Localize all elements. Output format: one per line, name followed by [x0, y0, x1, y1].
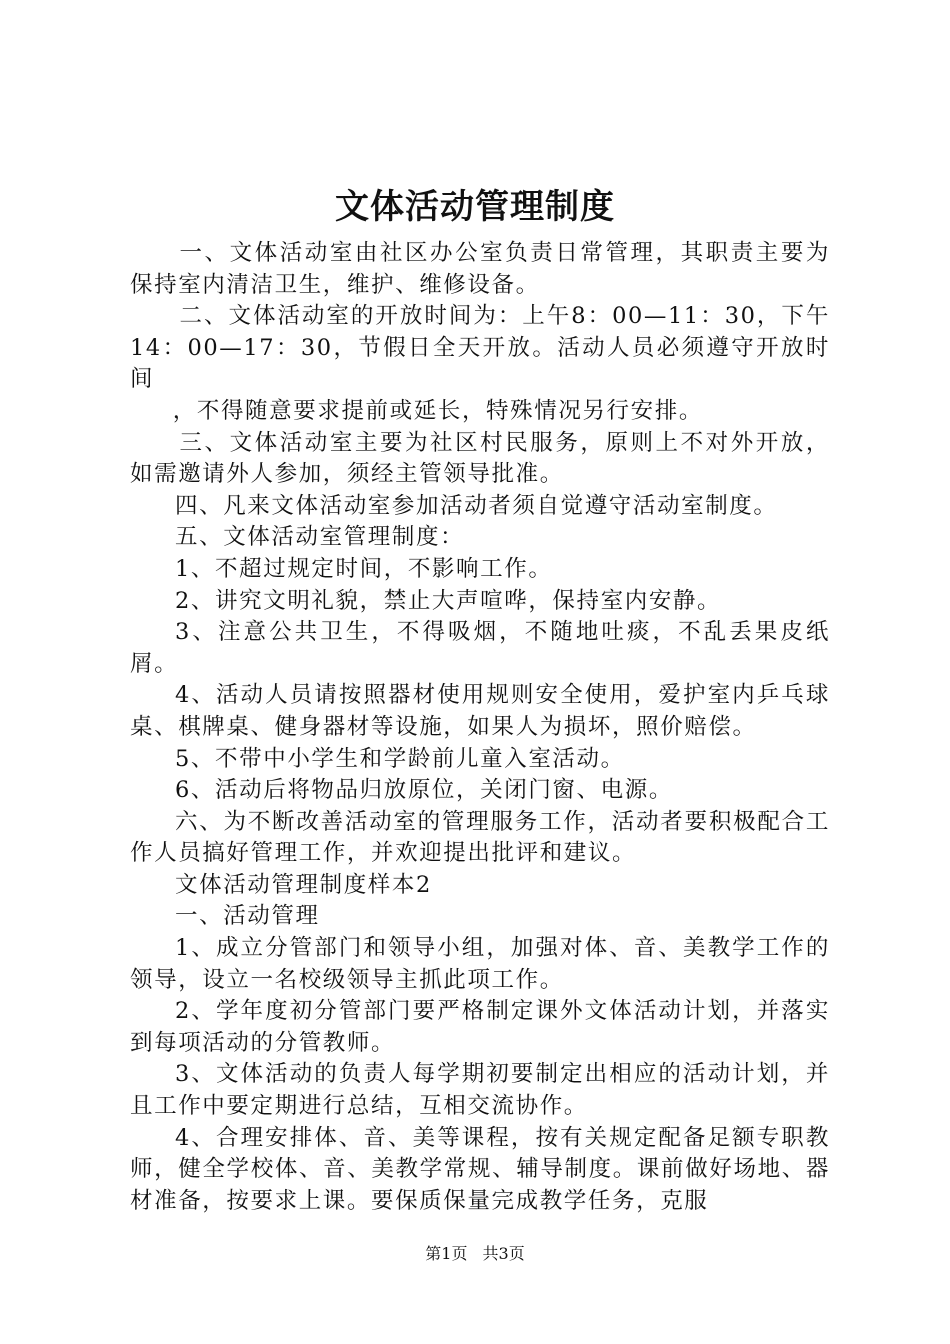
paragraph-9: 3、注意公共卫生，不得吸烟，不随地吐痰，不乱丢果皮纸屑。 — [130, 619, 830, 677]
paragraph-2: 二、文体活动室的开放时间为：上午8：00—11：30，下午14：00—17：30，节假日全天开放。活动人员必须遵守开放时间 — [130, 303, 830, 393]
section-heading-sample-2: 文体活动管理制度样本2 — [175, 871, 432, 898]
document-title: 文体活动管理制度 — [335, 187, 615, 227]
page-number: 第1页 — [425, 1244, 468, 1263]
paragraph-7: 1、不超过规定时间，不影响工作。 — [175, 555, 553, 582]
paragraph-10: 4、活动人员请按照器材使用规则安全使用，爱护室内乒乓球桌、棋牌桌、健身器材等设施，如果人为损坏，照价赔偿。 — [130, 682, 830, 740]
paragraph-3: ，不得随意要求提前或延长，特殊情况另行安排。 — [172, 397, 703, 424]
paragraph-11: 5、不带中小学生和学龄前儿童入室活动。 — [175, 745, 625, 772]
paragraph-15: 一、活动管理 — [175, 903, 320, 930]
paragraph-8: 2、讲究文明礼貌，禁止大声喧哗，保持室内安静。 — [175, 587, 722, 614]
paragraph-19: 4、合理安排体、音、美等课程，按有关规定配备足额专职教师，健全学校体、音、美教学常规、辅导制度。课前做好场地、器材准备，按要求上课。要保质保量完成教学任务，克服 — [130, 1124, 830, 1214]
paragraph-13: 六、为不断改善活动室的管理服务工作，活动者要积极配合工作人员搞好管理工作，并欢迎提出批评和建议。 — [130, 808, 830, 867]
paragraph-16: 1、成立分管部门和领导小组，加强对体、音、美教学工作的领导，设立一名校级领导主抓此项工作。 — [130, 935, 830, 993]
paragraph-12: 6、活动后将物品归放原位，关闭门窗、电源。 — [175, 777, 673, 804]
paragraph-17: 2、学年度初分管部门要严格制定课外文体活动计划，并落实到每项活动的分管教师。 — [130, 998, 830, 1056]
paragraph-4: 三、文体活动室主要为社区村民服务，原则上不对外开放，如需邀请外人参加，须经主管领导批准。 — [130, 429, 830, 488]
paragraph-6: 五、文体活动室管理制度： — [175, 524, 465, 551]
paragraph-5: 四、凡来文体活动室参加活动者须自觉遵守活动室制度。 — [175, 492, 778, 519]
paragraph-18: 3、文体活动的负责人每学期初要制定出相应的活动计划，并且工作中要定期进行总结，互相交流协作。 — [130, 1061, 830, 1120]
page-total: 共3页 — [482, 1244, 525, 1263]
document-body — [130, 238, 830, 1217]
paragraph-1: 一、文体活动室由社区办公室负责日常管理，其职责主要为保持室内清洁卫生，维护、维修设备。 — [130, 240, 830, 298]
page-footer — [0, 1243, 950, 1265]
